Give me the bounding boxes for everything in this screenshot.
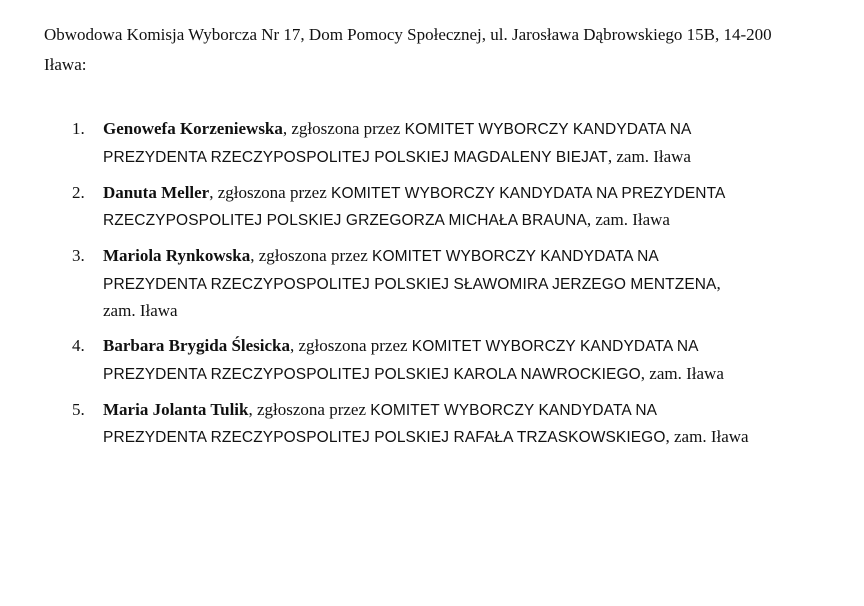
item-line-1 xyxy=(103,333,832,361)
residence-text: , zam. Iława xyxy=(665,427,749,446)
nominated-by-text: , zgłoszona przez xyxy=(290,336,412,355)
residence-text: , zam. Iława xyxy=(586,210,670,229)
item-line-2 xyxy=(103,271,832,299)
member-name: Barbara Brygida Ślesicka xyxy=(103,336,291,355)
header-line-1: Obwodowa Komisja Wyborcza Nr 17, Dom Pomocy Społecznej, ul. Jarosława Dąbrowskiego 15B, 14-200 xyxy=(44,25,772,44)
committee-name-part-2: PREZYDENTA RZECZYPOSPOLITEJ POLSKIEJ KAROLA NAWROCKIEGO xyxy=(103,365,641,383)
nominated-by-text: , zgłoszona przez xyxy=(209,182,332,202)
committee-name-part-1: KOMITET WYBORCZY KANDYDATA NA PREZYDENTA xyxy=(331,184,726,202)
item-line-2 xyxy=(103,361,832,389)
item-number: 4. xyxy=(72,336,85,355)
committee-name-part-1: KOMITET WYBORCZY KANDYDATA NA xyxy=(370,401,658,419)
item-number: 2. xyxy=(72,182,85,202)
item-number: 1. xyxy=(72,119,85,138)
residence-text: , zam. Iława xyxy=(607,146,691,166)
list-item xyxy=(72,116,832,171)
commission-header xyxy=(44,20,824,80)
list-item xyxy=(72,397,832,452)
member-name: Maria Jolanta Tulik xyxy=(103,399,249,419)
member-name: Danuta Meller xyxy=(103,182,210,202)
nominated-by-text: , zgłoszona przez xyxy=(250,246,373,265)
item-line-1 xyxy=(103,180,832,208)
list-item xyxy=(72,243,832,325)
item-number: 5. xyxy=(72,399,85,419)
item-line-3: zam. Iława xyxy=(103,301,178,320)
members-list xyxy=(72,116,832,460)
item-number: 3. xyxy=(72,246,85,265)
item-line-1 xyxy=(103,116,832,144)
item-line-1 xyxy=(103,397,832,425)
member-name: Mariola Rynkowska xyxy=(103,246,251,265)
item-line-2 xyxy=(103,424,832,452)
item-line-2 xyxy=(103,207,832,235)
committee-name-part-1: KOMITET WYBORCZY KANDYDATA NA xyxy=(372,248,659,265)
committee-name-part-2: RZECZYPOSPOLITEJ POLSKIEJ GRZEGORZA MICHAŁA BRAUNA xyxy=(103,212,587,229)
nominated-by-text: , zgłoszona przez xyxy=(248,399,371,419)
residence-text: , zam. Iława xyxy=(640,363,724,383)
committee-name-part-2: PREZYDENTA RZECZYPOSPOLITEJ POLSKIEJ RAFAŁA TRZASKOWSKIEGO xyxy=(103,429,666,446)
committee-name-part-2: PREZYDENTA RZECZYPOSPOLITEJ POLSKIEJ MAGDALENY BIEJAT xyxy=(103,148,608,166)
committee-name-part-1: KOMITET WYBORCZY KANDYDATA NA xyxy=(404,121,692,138)
residence-text: , xyxy=(716,273,721,293)
item-line-1 xyxy=(103,243,832,271)
list-item xyxy=(72,333,832,388)
header-line-2: Iława: xyxy=(44,55,87,74)
member-name: Genowefa Korzeniewska xyxy=(103,119,283,138)
committee-name-part-2: PREZYDENTA RZECZYPOSPOLITEJ POLSKIEJ SŁAWOMIRA JERZEGO MENTZENA xyxy=(103,275,717,293)
committee-name-part-1: KOMITET WYBORCZY KANDYDATA NA xyxy=(411,338,699,355)
list-item xyxy=(72,180,832,235)
item-line-2 xyxy=(103,144,832,172)
nominated-by-text: , zgłoszona przez xyxy=(282,119,405,138)
